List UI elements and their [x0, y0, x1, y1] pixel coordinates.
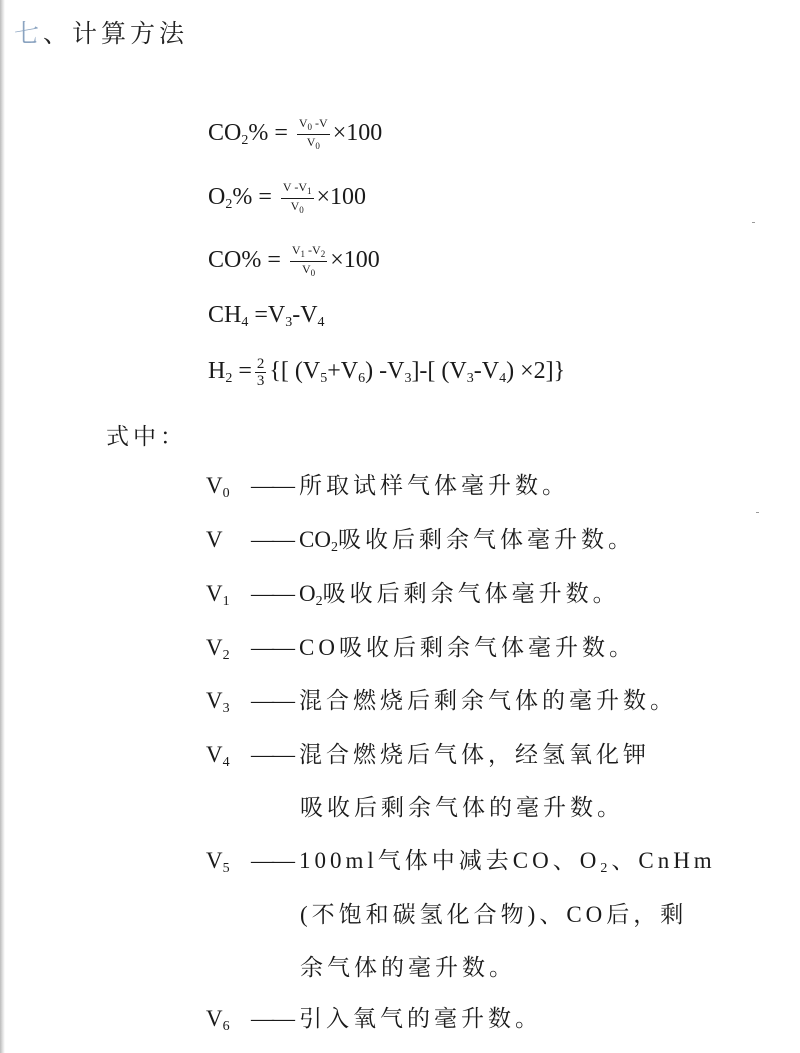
fraction: $\frac{V_1 -V_2}{V_0}$: [291, 243, 326, 278]
scan-speck: [752, 222, 755, 223]
definition-v5: $V_5$ —— 100ml气体中减去CO、$O_2$、CnHm: [206, 848, 716, 876]
fraction-two-thirds: $\frac{2}{3}$: [256, 356, 265, 389]
left-margin-rule: [0, 0, 5, 1053]
definition-v5-continuation-2: 余气体的毫升数。: [300, 955, 516, 980]
section-separator: 、: [43, 19, 73, 48]
definition-v4-continuation: 吸收后剩余气体的毫升数。: [300, 795, 624, 820]
section-number: 七: [14, 19, 44, 48]
where-label: 式中：: [106, 424, 187, 450]
definition-v4: $V_4$ —— 混合燃烧后气体，经氢氧化钾: [206, 742, 650, 770]
formula-h2: $H_2$ = $\frac{2}{3}$ {[ $(V_5+V_6)$ $-V_3]-$[ $(V_3-V_4) \times 2$]}: [208, 356, 566, 389]
scan-speck: [756, 512, 759, 513]
formula-o2: $O_2\%$ = $\frac{V -V_1}{V_0}$ ×100: [208, 180, 367, 215]
definition-v5-continuation-1: (不饱和碳氢化合物)、CO后，剩: [300, 902, 688, 927]
section-title: 计算方法: [72, 19, 189, 48]
definition-v3: $V_3$ —— 混合燃烧后剩余气体的毫升数。: [206, 688, 677, 716]
fraction: $\frac{V_0 -V}{V_0}$: [298, 116, 328, 151]
fraction: $\frac{V -V_1}{V_0}$: [282, 180, 312, 215]
definition-v: V —— $CO_2$吸收后剩余气体毫升数。: [206, 527, 635, 555]
formula-co: CO% = $\frac{V_1 -V_2}{V_0}$ ×100: [208, 243, 380, 278]
section-heading: [14, 14, 188, 50]
formula-ch4: $CH_4 =V_3-V_4$: [208, 302, 325, 330]
definition-v2: $V_2$ —— CO吸收后剩余气体毫升数。: [206, 635, 636, 663]
definition-v1: $V_1$ —— $O_2$吸收后剩余气体毫升数。: [206, 581, 620, 609]
formula-co2: $CO_2\%$ = $\frac{V_0 -V}{V_0}$ ×100: [208, 116, 383, 151]
definition-v6: $V_6$ —— 引入氧气的毫升数。: [206, 1006, 542, 1034]
definition-v0: $V_0$ —— 所取试样气体毫升数。: [206, 473, 569, 501]
